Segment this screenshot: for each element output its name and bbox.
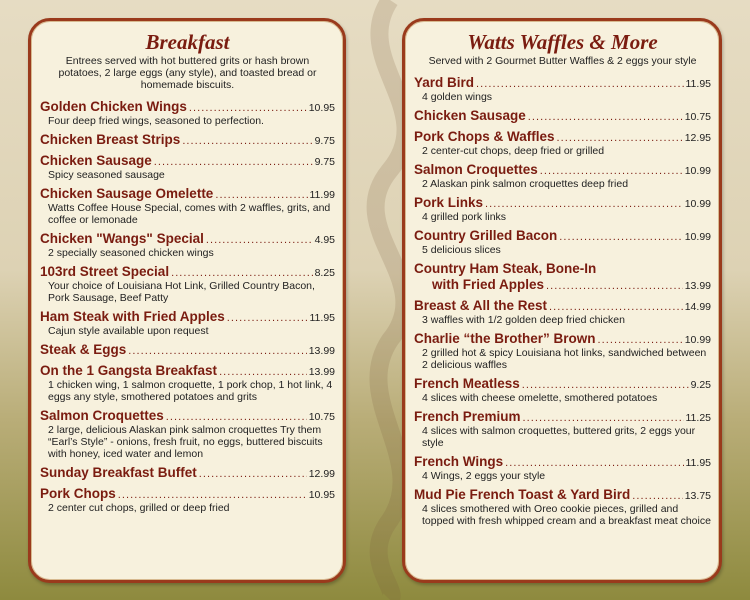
waffles-panel: [402, 18, 722, 583]
menu-item-row: [414, 487, 711, 503]
menu-item-name: Ham Steak with Fried Apples: [40, 309, 225, 324]
menu-item-name: Chicken Sausage: [414, 108, 526, 123]
waffles-intro: Served with 2 Gourmet Butter Waffles & 2 eggs your style: [428, 55, 697, 67]
menu-item-name: Golden Chicken Wings: [40, 99, 187, 114]
menu-item: [40, 231, 335, 259]
menu-item: [414, 108, 711, 124]
menu-item: [40, 408, 335, 460]
menu-item-description: 2 large, delicious Alaskan pink salmon croquettes Try them “Earl’s Style” - onions, fresh fruit, no eggs, buttered biscuits with honey, iced water and lemon: [48, 424, 323, 460]
menu-item-name: 103rd Street Special: [40, 264, 170, 279]
menu-item-name: Chicken "Wangs" Special: [40, 231, 204, 246]
breakfast-title: Breakfast: [145, 30, 230, 54]
menu-item: [414, 376, 711, 404]
waffles-item-list: [414, 75, 711, 527]
menu-item-price: 11.99: [309, 189, 335, 201]
menu-item-subname: with Fried Apples: [432, 277, 545, 292]
dot-leader: [199, 468, 307, 480]
menu-item: [414, 261, 711, 293]
menu-item-price: 13.99: [684, 280, 711, 292]
menu-item-description: 4 grilled pork links: [422, 211, 507, 223]
menu-item-name: French Wings: [414, 454, 504, 469]
menu-item-name: Breast & All the Rest: [414, 298, 548, 313]
menu-item-price: 14.99: [684, 301, 711, 313]
menu-item-name: Steak & Eggs: [40, 342, 127, 357]
menu-item-description: 1 chicken wing, 1 salmon croquette, 1 pork chop, 1 hot link, 4 eggs any style, smothered potatoes and grits: [48, 379, 333, 403]
menu-item-row: [414, 228, 711, 244]
menu-item: [40, 186, 335, 226]
menu-item-description: 2 center-cut chops, deep fried or grilled: [422, 145, 605, 157]
dot-leader: [215, 189, 307, 201]
menu-item-description: 2 center cut chops, grilled or deep fried: [48, 502, 230, 514]
dot-leader: [182, 135, 312, 147]
dot-leader: [485, 198, 683, 210]
menu-item: [40, 99, 335, 127]
menu-item-price: 9.25: [690, 379, 711, 391]
menu-item-price: 13.99: [308, 366, 335, 378]
menu-item-name: Sunday Breakfast Buffet: [40, 465, 197, 480]
menu-item-row: [40, 99, 335, 115]
menu-item-name: Chicken Sausage: [40, 153, 152, 168]
menu-item-name: Chicken Breast Strips: [40, 132, 181, 147]
dot-leader: [549, 301, 683, 313]
dot-leader: [166, 411, 307, 423]
menu-item-price: 11.95: [685, 78, 711, 90]
menu-item-row: [414, 454, 711, 470]
menu-item-name: Pork Chops: [40, 486, 116, 501]
menu-item: [40, 264, 335, 304]
menu-item-row: [414, 162, 711, 178]
menu-item-price: 10.95: [308, 102, 335, 114]
menu-item-row: [40, 486, 335, 502]
menu-item-row: [40, 264, 335, 280]
dot-leader: [171, 267, 312, 279]
menu-item-row: [40, 363, 335, 379]
menu-item-price: 10.99: [684, 334, 711, 346]
dot-leader: [540, 165, 683, 177]
menu-item: [40, 132, 335, 148]
menu-item-row: [40, 342, 335, 358]
menu-item-name: Pork Links: [414, 195, 484, 210]
menu-item-description: 4 slices smothered with Oreo cookie pieces, grilled and topped with fresh whipped cream and a breakfast meat choice: [422, 503, 711, 527]
menu-item: [414, 409, 711, 449]
dot-leader: [522, 379, 689, 391]
menu-item-price: 10.75: [308, 411, 335, 423]
menu-item-price: 10.99: [684, 165, 711, 177]
dot-leader: [476, 78, 683, 90]
dot-leader: [505, 457, 683, 469]
dot-leader: [206, 234, 313, 246]
menu-item-price: 10.75: [684, 111, 711, 123]
menu-item-row: [414, 108, 711, 124]
menu-item-name: Country Grilled Bacon: [414, 228, 558, 243]
menu-item-name: Charlie “the Brother” Brown: [414, 331, 596, 346]
menu-item-row: [414, 75, 711, 91]
menu-item-price: 10.99: [684, 231, 711, 243]
menu-item-price: 12.95: [684, 132, 711, 144]
menu-item-description: 2 Alaskan pink salmon croquettes deep fried: [422, 178, 629, 190]
menu-item-description: Four deep fried wings, seasoned to perfection.: [48, 115, 264, 127]
menu-item-row: [414, 331, 711, 347]
menu-item-price: 10.95: [308, 489, 335, 501]
dot-leader: [523, 412, 684, 424]
menu-item: [40, 486, 335, 514]
menu-item-row: [40, 231, 335, 247]
menu-item-name: Country Ham Steak, Bone-In: [414, 261, 597, 276]
menu-item-row: [414, 261, 711, 277]
menu-item-name: Salmon Croquettes: [414, 162, 538, 177]
menu-item-price: 13.99: [308, 345, 335, 357]
menu-item-description: 4 Wings, 2 eggs your style: [422, 470, 546, 482]
menu-item-price: 11.95: [309, 312, 335, 324]
menu-item-row: [40, 309, 335, 325]
menu-item: [414, 298, 711, 326]
menu-item-row: [40, 186, 335, 202]
menu-item-description: 5 delicious slices: [422, 244, 501, 256]
menu-item-row: [40, 465, 335, 481]
menu-item-name: Mud Pie French Toast & Yard Bird: [414, 487, 631, 502]
dot-leader: [528, 111, 683, 123]
menu-item-row: [414, 277, 711, 293]
menu-item-description: 4 slices with salmon croquettes, buttered grits, 2 eggs your style: [422, 425, 696, 449]
menu-item: [414, 129, 711, 157]
menu-item: [414, 454, 711, 482]
menu-item-price: 4.95: [314, 234, 335, 246]
menu-item-price: 10.99: [684, 198, 711, 210]
menu-item-price: 11.95: [685, 457, 711, 469]
menu-item-description: Your choice of Louisiana Hot Link, Grilled Country Bacon, Pork Sausage, Beef Patty: [48, 280, 315, 304]
menu-item: [40, 342, 335, 358]
dot-leader: [598, 334, 683, 346]
menu-item-description: Watts Coffee House Special, comes with 2 waffles, grits, and coffee or lemonade: [48, 202, 331, 226]
menu-item-row: [414, 409, 711, 425]
menu-item-price: 9.75: [314, 156, 335, 168]
menu-item-name: On the 1 Gangsta Breakfast: [40, 363, 218, 378]
menu-item-price: 12.99: [308, 468, 335, 480]
menu-item-description: 4 golden wings: [422, 91, 493, 103]
menu-item-row: [414, 298, 711, 314]
menu-item-price: 9.75: [314, 135, 335, 147]
dot-leader: [189, 102, 307, 114]
dot-leader: [632, 490, 682, 502]
menu-item-name: French Meatless: [414, 376, 520, 391]
menu-item-row: [40, 153, 335, 169]
dot-leader: [128, 345, 306, 357]
menu-item-name: Salmon Croquettes: [40, 408, 164, 423]
menu-item: [40, 465, 335, 481]
menu-item-name: Pork Chops & Waffles: [414, 129, 555, 144]
dot-leader: [219, 366, 307, 378]
menu-item-description: Spicy seasoned sausage: [48, 169, 165, 181]
menu-item: [414, 75, 711, 103]
menu-item-row: [414, 376, 711, 392]
menu-item-description: 3 waffles with 1/2 golden deep fried chicken: [422, 314, 625, 326]
menu-item-name: Chicken Sausage Omelette: [40, 186, 214, 201]
menu-item: [414, 331, 711, 371]
menu-item-price: 13.75: [684, 490, 711, 502]
menu-item: [414, 195, 711, 223]
breakfast-panel: [28, 18, 346, 583]
dot-leader: [118, 489, 307, 501]
menu-item: [40, 153, 335, 181]
menu-item-row: [414, 129, 711, 145]
breakfast-intro: Entrees served with hot buttered grits or hash brown potatoes, 2 large eggs (any style), and toasted bread or homemade biscuits.: [58, 55, 317, 91]
menu-item-description: 2 specially seasoned chicken wings: [48, 247, 214, 259]
menu-item: [40, 363, 335, 403]
menu-item-row: [414, 195, 711, 211]
breakfast-item-list: [40, 99, 335, 514]
menu-item-description: 2 grilled hot & spicy Louisiana hot links, sandwiched between 2 delicious waffles: [422, 347, 707, 371]
menu-item-price: 11.25: [685, 412, 711, 424]
menu-item-name: French Premium: [414, 409, 521, 424]
menu-item: [40, 309, 335, 337]
dot-leader: [546, 280, 683, 292]
menu-item: [414, 487, 711, 527]
menu-item: [414, 162, 711, 190]
menu-item: [414, 228, 711, 256]
dot-leader: [227, 312, 308, 324]
menu-item-description: 4 slices with cheese omelette, smothered potatoes: [422, 392, 658, 404]
dot-leader: [154, 156, 313, 168]
dot-leader: [559, 231, 682, 243]
menu-item-description: Cajun style available upon request: [48, 325, 209, 337]
dot-leader: [557, 132, 683, 144]
menu-item-row: [40, 408, 335, 424]
menu-item-name: Yard Bird: [414, 75, 475, 90]
menu-item-row: [40, 132, 335, 148]
menu-item-price: 8.25: [314, 267, 335, 279]
waffles-title: Watts Waffles & More: [467, 30, 658, 54]
